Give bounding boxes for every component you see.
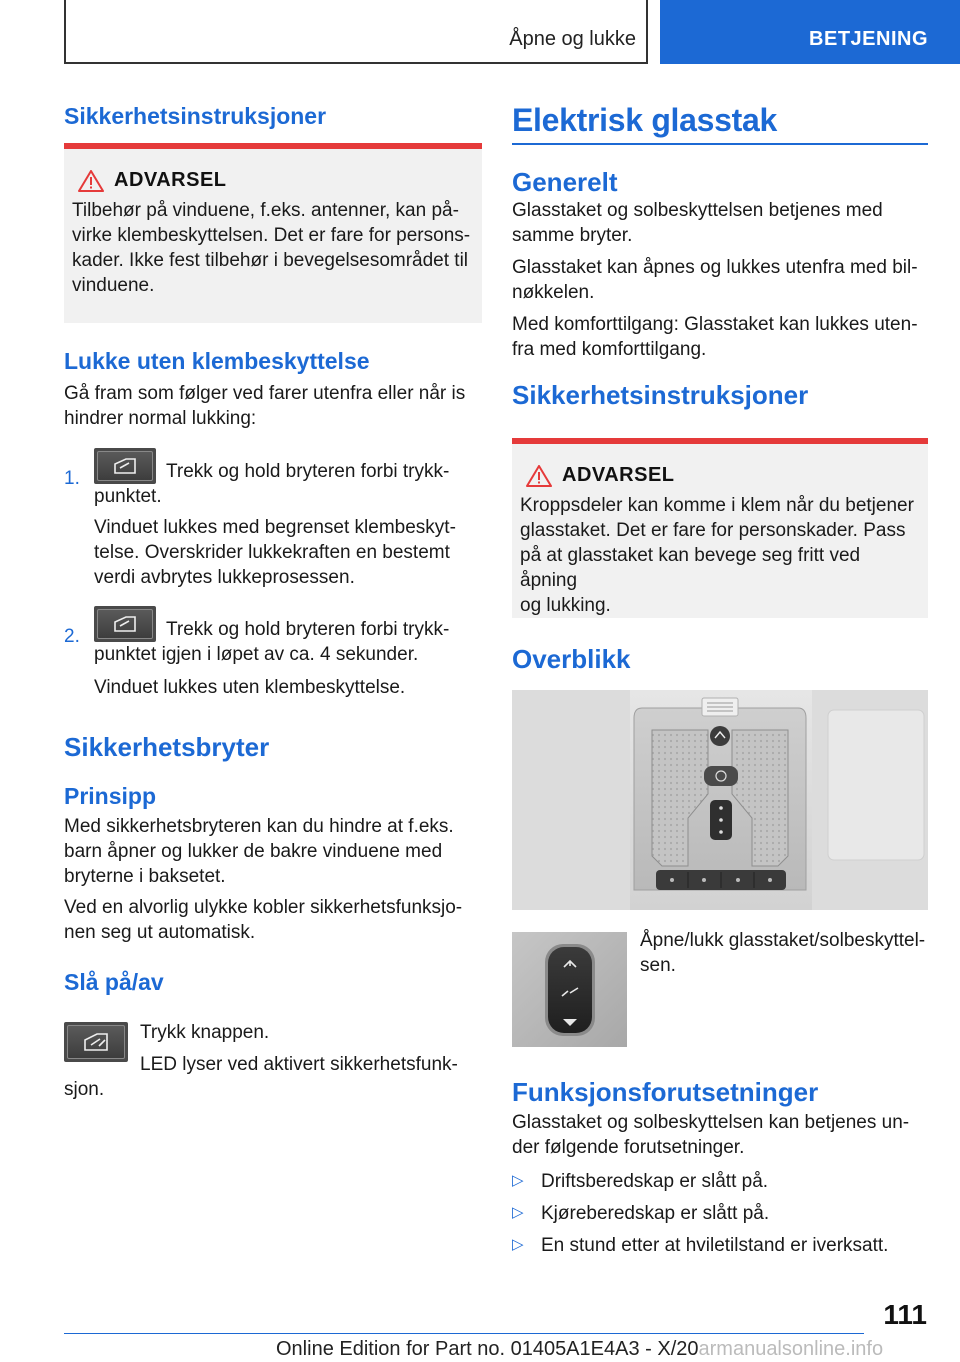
window-switch-icon [94,606,156,642]
bullet-triangle-icon: ▷ [512,1236,524,1253]
caption-line: Åpne/lukk glasstaket/solbeskyttel- [640,930,926,951]
warning-title [526,464,920,487]
chapter-tab[interactable] [660,0,960,64]
step-detail: verdi avbrytes lukkeprosessen. [94,567,355,588]
principle-text: barn åpner og lukker de bakre vinduene med [64,841,443,862]
switch-section [64,732,482,996]
onoff-section [64,1018,482,1108]
overview-section [512,644,928,675]
principle-text: bryterne i baksetet. [64,866,226,887]
onoff-text: Trykk knappen. [140,1022,270,1043]
switch-caption [640,928,930,978]
func-intro: Glasstaket og solbeskyttelsen kan betjenes un- [512,1112,910,1133]
warning-box-sunroof [512,438,928,618]
close-intro: hindrer normal lukking: [64,408,257,429]
general-text: fra med komforttilgang. [512,339,707,360]
principle-text: Med sikkerhetsbryteren kan du hindre at f.eks. [64,816,454,837]
list-item [512,1201,928,1226]
step-2 [64,606,482,716]
warning-line: virke klembeskyttelsen. Det er fare for persons- [72,225,471,246]
bullet-text: Driftsberedskap er slått på. [541,1171,769,1192]
overview-heading: Overblikk [512,644,631,674]
safety-switch-icon [64,1022,128,1062]
section-title: Åpne og lukke [509,28,636,50]
general-text: Glasstaket og solbeskyttelsen betjenes med [512,200,883,221]
overhead-console-image [512,690,928,910]
right-column [512,102,928,411]
warning-box-windows [64,143,482,323]
step-detail: telse. Overskrider lukkekraften en bestemt [94,542,450,563]
footer-rule [64,1333,864,1334]
close-section [64,348,482,431]
warning-label: ADVARSEL [114,169,227,191]
page-title: Elektrisk glasstak [512,102,777,138]
chapter-label: BETJENING [809,28,928,50]
bullet-text: Kjøreberedskap er slått på. [541,1203,770,1224]
safety-heading-left: Sikkerhetsinstruksjoner [64,103,327,129]
onoff-text: LED lyser ved aktivert sikkerhetsfunk- [140,1054,458,1075]
step-text: punktet. [94,486,162,507]
title-rule [512,143,928,145]
caption-line: sen. [640,955,676,976]
principle-text: Ved en alvorlig ulykke kobler sikkerhetsfunksjo- [64,897,463,918]
warning-line: Tilbehør på vinduene, f.eks. antenner, kan på- [72,200,459,221]
func-heading: Funksjonsforutsetninger [512,1077,819,1107]
general-text: Glasstaket kan åpnes og lukkes utenfra med bil- [512,257,918,278]
func-section [512,1077,928,1258]
principle-text: nen seg ut automatisk. [64,922,256,943]
onoff-text: sjon. [64,1079,105,1100]
close-heading: Lukke uten klembeskyttelse [64,348,370,374]
bullet-triangle-icon: ▷ [512,1172,524,1189]
step-text: punktet igjen i løpet av ca. 4 sekunder. [94,644,419,665]
general-text: nøkkelen. [512,282,595,303]
warning-line: kader. Ikke fest tilbehør i bevegelsesområdet til [72,250,469,271]
warning-line: Kroppsdeler kan komme i klem når du betjener [520,495,914,516]
warning-title [78,169,474,192]
step-text: Trekk og hold bryteren forbi trykk- [166,461,450,482]
list-item [512,1233,928,1258]
footer-edition [276,1338,883,1361]
step-detail: Vinduet lukkes med begrenset klembeskyt- [94,517,456,538]
step-text: Trekk og hold bryteren forbi trykk- [166,619,450,640]
warning-line: glasstaket. Det er fare for personskader. Pass [520,520,906,541]
general-text: samme bryter. [512,225,633,246]
window-switch-icon [94,448,156,484]
safety-heading-right: Sikkerhetsinstruksjoner [512,380,809,410]
left-column [64,103,482,130]
general-text: Med komforttilgang: Glasstaket kan lukkes uten- [512,314,918,335]
warning-line: på at glasstaket kan bevege seg fritt ved åpning [520,545,861,591]
general-heading: Generelt [512,167,618,197]
onoff-heading: Slå på/av [64,969,164,995]
step-1 [64,448,482,608]
bullet-triangle-icon: ▷ [512,1204,524,1221]
step-detail: Vinduet lukkes uten klembeskyttelse. [94,677,406,698]
switch-heading: Sikkerhetsbryter [64,732,270,762]
func-intro: der følgende forutsetninger. [512,1137,745,1158]
principle-heading: Prinsipp [64,783,157,809]
list-item [512,1169,928,1194]
warning-line: vinduene. [72,275,155,296]
step-number: 1. [64,468,80,489]
bullet-text: En stund etter at hviletilstand er iverksatt. [541,1235,889,1256]
page-number: 111 [883,1299,927,1330]
watermark-text: armanualsonline.info [698,1338,884,1360]
close-intro: Gå fram som følger ved farer utenfra eller når is [64,383,466,404]
step-number: 2. [64,626,80,647]
warning-label: ADVARSEL [562,464,675,486]
warning-triangle-icon [78,170,104,192]
edition-text: Online Edition for Part no. 01405A1E4A3 - X/20 [276,1338,699,1360]
warning-triangle-icon [526,465,552,487]
warning-line: og lukking. [520,595,611,616]
sunroof-switch-image [512,932,627,1047]
